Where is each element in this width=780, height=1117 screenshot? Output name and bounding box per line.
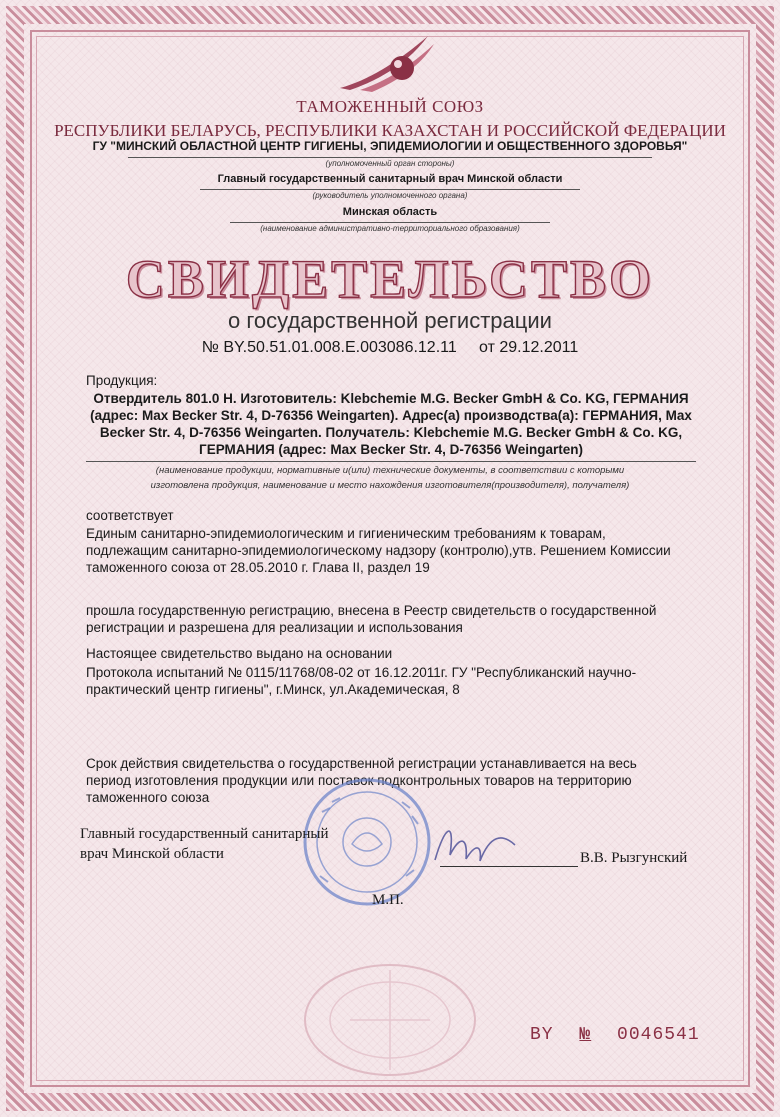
divider [200, 189, 580, 190]
product-caption-1: (наименование продукции, нормативные и(или) технические документы, в соответствии с которыми [155, 465, 625, 476]
compliance-line: таможенного союза от 28.05.2010 г. Глава II, раздел 19 [86, 560, 430, 575]
signer-position-1: Главный государственный санитарный [80, 826, 329, 842]
certificate-title: СВИДЕТЕЛЬСТВО [125, 249, 655, 309]
head-official: Главный государственный санитарный врач Минской области [217, 173, 563, 185]
basis-line: практический центр гигиены", г.Минск, ул.Академическая, 8 [86, 682, 460, 697]
product-line: Отвердитель 801.0 Н. Изготовитель: Klebchemie M.G. Becker GmbH & Co. KG, ГЕРМАНИЯ [93, 391, 689, 406]
organization-caption: (уполномоченный орган стороны) [325, 159, 455, 168]
customs-union-title: ТАМОЖЕННЫЙ СОЮЗ [296, 97, 484, 116]
registration-number [0, 339, 780, 357]
product-line: ГЕРМАНИЯ (адрес: Max Becker Str. 4, D-76356 Weingarten) [199, 442, 583, 457]
republics-line: РЕСПУБЛИКИ БЕЛАРУСЬ, РЕСПУБЛИКИ КАЗАХСТАН И РОССИЙСКОЙ ФЕДЕРАЦИИ [54, 121, 726, 140]
basis-text [86, 664, 696, 698]
signer-position-2: врач Минской области [80, 846, 224, 862]
compliance-line: подлежащим санитарно-эпидемиологическому надзору (контролю),утв. Решением Комиссии [86, 543, 671, 558]
serial-number [530, 1025, 700, 1045]
customs-union-emblem-icon [330, 30, 450, 94]
region-name: Минская область [342, 206, 438, 218]
compliance-line: Единым санитарно-эпидемиологическим и гигиеническим требованиям к товарам, [86, 526, 606, 541]
basis-line: Протокола испытаний № 0115/11768/08-02 от 16.12.2011г. ГУ "Республиканский научно- [86, 665, 637, 680]
divider [230, 222, 550, 223]
organization-name: ГУ "МИНСКИЙ ОБЛАСТНОЙ ЦЕНТР ГИГИЕНЫ, ЭПИДЕМИОЛОГИИ И ОБЩЕСТВЕННОГО ЗДОРОВЬЯ" [92, 139, 688, 153]
serial-value: 0046541 [617, 1025, 700, 1045]
head-caption: (руководитель уполномоченного органа) [312, 191, 468, 200]
validity-line: таможенного союза [86, 790, 210, 805]
registration-line: прошла государственную регистрацию, внесена в Реестр свидетельств о государственной [86, 603, 657, 618]
product-description [86, 390, 696, 458]
compliance-text [86, 525, 696, 576]
region-caption: (наименование административно-территориального образования) [260, 224, 520, 233]
signature-line [440, 866, 578, 867]
divider [86, 461, 696, 462]
divider [128, 157, 652, 158]
basis-label: Настоящее свидетельство выдано на основании [86, 646, 393, 661]
compliance-label: соответствует [86, 508, 174, 523]
product-label: Продукция: [86, 373, 158, 388]
registration-number-value: № BY.50.51.01.008.E.003086.12.11 [201, 339, 457, 356]
product-caption-2: изготовлена продукция, наименование и место нахождения изготовителя(производителя), получателя) [150, 480, 630, 491]
stamp-place-label: М.П. [372, 892, 404, 908]
certificate-subtitle: о государственной регистрации [228, 308, 552, 333]
product-line: Becker Str. 4, D-76356 Weingarten. Получатель: Klebchemie M.G. Becker GmbH & Co. KG, [99, 425, 683, 440]
validity-line: период изготовления продукции или поставок подконтрольных товаров на территорию [86, 773, 632, 788]
serial-prefix: BY [530, 1025, 554, 1045]
watermark-emblem-icon [290, 940, 490, 1080]
registration-text [86, 602, 696, 636]
registration-line: регистрации и разрешена для реализации и использования [86, 620, 463, 635]
registration-date: от 29.12.2011 [479, 339, 579, 356]
signer-name: В.В. Рызгунский [580, 850, 688, 866]
validity-line: Срок действия свидетельства о государственной регистрации устанавливается на весь [86, 756, 637, 771]
serial-no-sign: № [579, 1025, 592, 1045]
product-line: (адрес: Max Becker Str. 4, D-76356 Weingarten). Адрес(а) производства(а): ГЕРМАНИЯ, Max [90, 408, 692, 423]
